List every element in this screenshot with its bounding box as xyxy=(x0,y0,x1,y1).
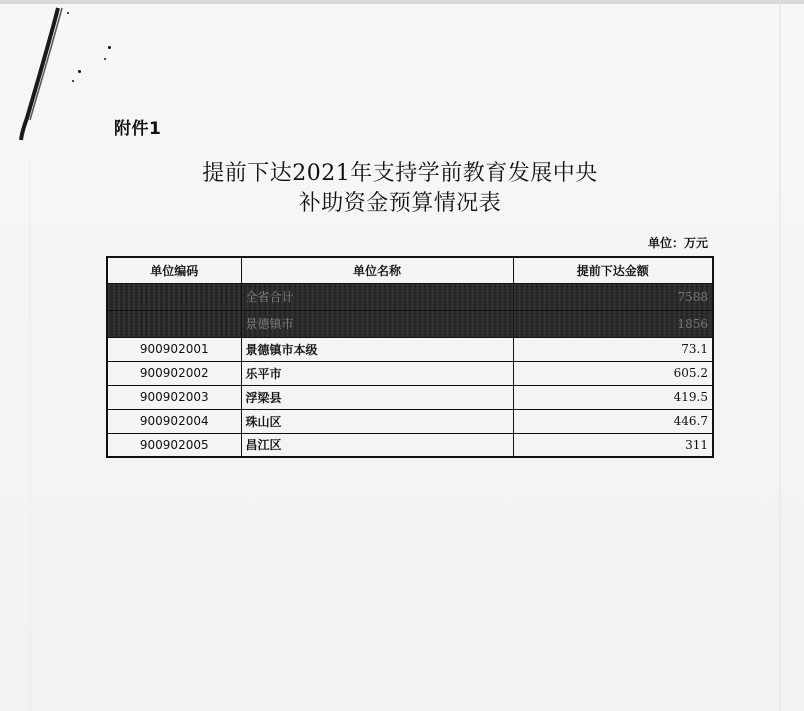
cell-amount: 7588 xyxy=(513,283,713,310)
cell-name: 珠山区 xyxy=(241,409,513,433)
table-row xyxy=(107,409,713,433)
scan-speck xyxy=(78,70,81,73)
cell-name: 浮梁县 xyxy=(241,385,513,409)
table-row xyxy=(107,433,713,457)
header-unit-name: 单位名称 xyxy=(241,257,513,283)
cell-amount: 446.7 xyxy=(513,409,713,433)
cell-name: 全省合计 xyxy=(241,283,513,310)
scan-speck xyxy=(72,80,74,82)
attachment-label: 附件1 xyxy=(114,119,162,139)
shaded-subtotal-row xyxy=(107,310,713,337)
cell-code: 900902004 xyxy=(107,409,241,433)
cell-amount: 605.2 xyxy=(513,361,713,385)
table-row xyxy=(107,385,713,409)
table-row xyxy=(107,337,713,361)
cell-amount: 73.1 xyxy=(513,337,713,361)
cell-name: 景德镇市 xyxy=(241,310,513,337)
scan-speck xyxy=(104,58,106,60)
unit-label: 单位：万元 xyxy=(647,236,708,250)
cell-code xyxy=(107,283,241,310)
scan-speck xyxy=(67,12,69,14)
header-unit-code: 单位编码 xyxy=(107,257,241,283)
table-row xyxy=(107,361,713,385)
cell-name: 昌江区 xyxy=(241,433,513,457)
table-header-row xyxy=(107,257,713,283)
document-title-line-1: 提前下达2021年支持学前教育发展中央 xyxy=(202,161,598,186)
cell-code xyxy=(107,310,241,337)
cell-code: 900902005 xyxy=(107,433,241,457)
shaded-total-row xyxy=(107,283,713,310)
cell-amount: 311 xyxy=(513,433,713,457)
cell-name: 乐平市 xyxy=(241,361,513,385)
cell-code: 900902003 xyxy=(107,385,241,409)
cell-code: 900902001 xyxy=(107,337,241,361)
cell-code: 900902002 xyxy=(107,361,241,385)
header-amount: 提前下达金额 xyxy=(513,257,713,283)
document-title-line-2: 补助资金预算情况表 xyxy=(298,191,502,216)
cell-name: 景德镇市本级 xyxy=(241,337,513,361)
cell-amount: 1856 xyxy=(513,310,713,337)
scan-speck xyxy=(108,46,111,49)
budget-table xyxy=(106,256,714,458)
cell-amount: 419.5 xyxy=(513,385,713,409)
